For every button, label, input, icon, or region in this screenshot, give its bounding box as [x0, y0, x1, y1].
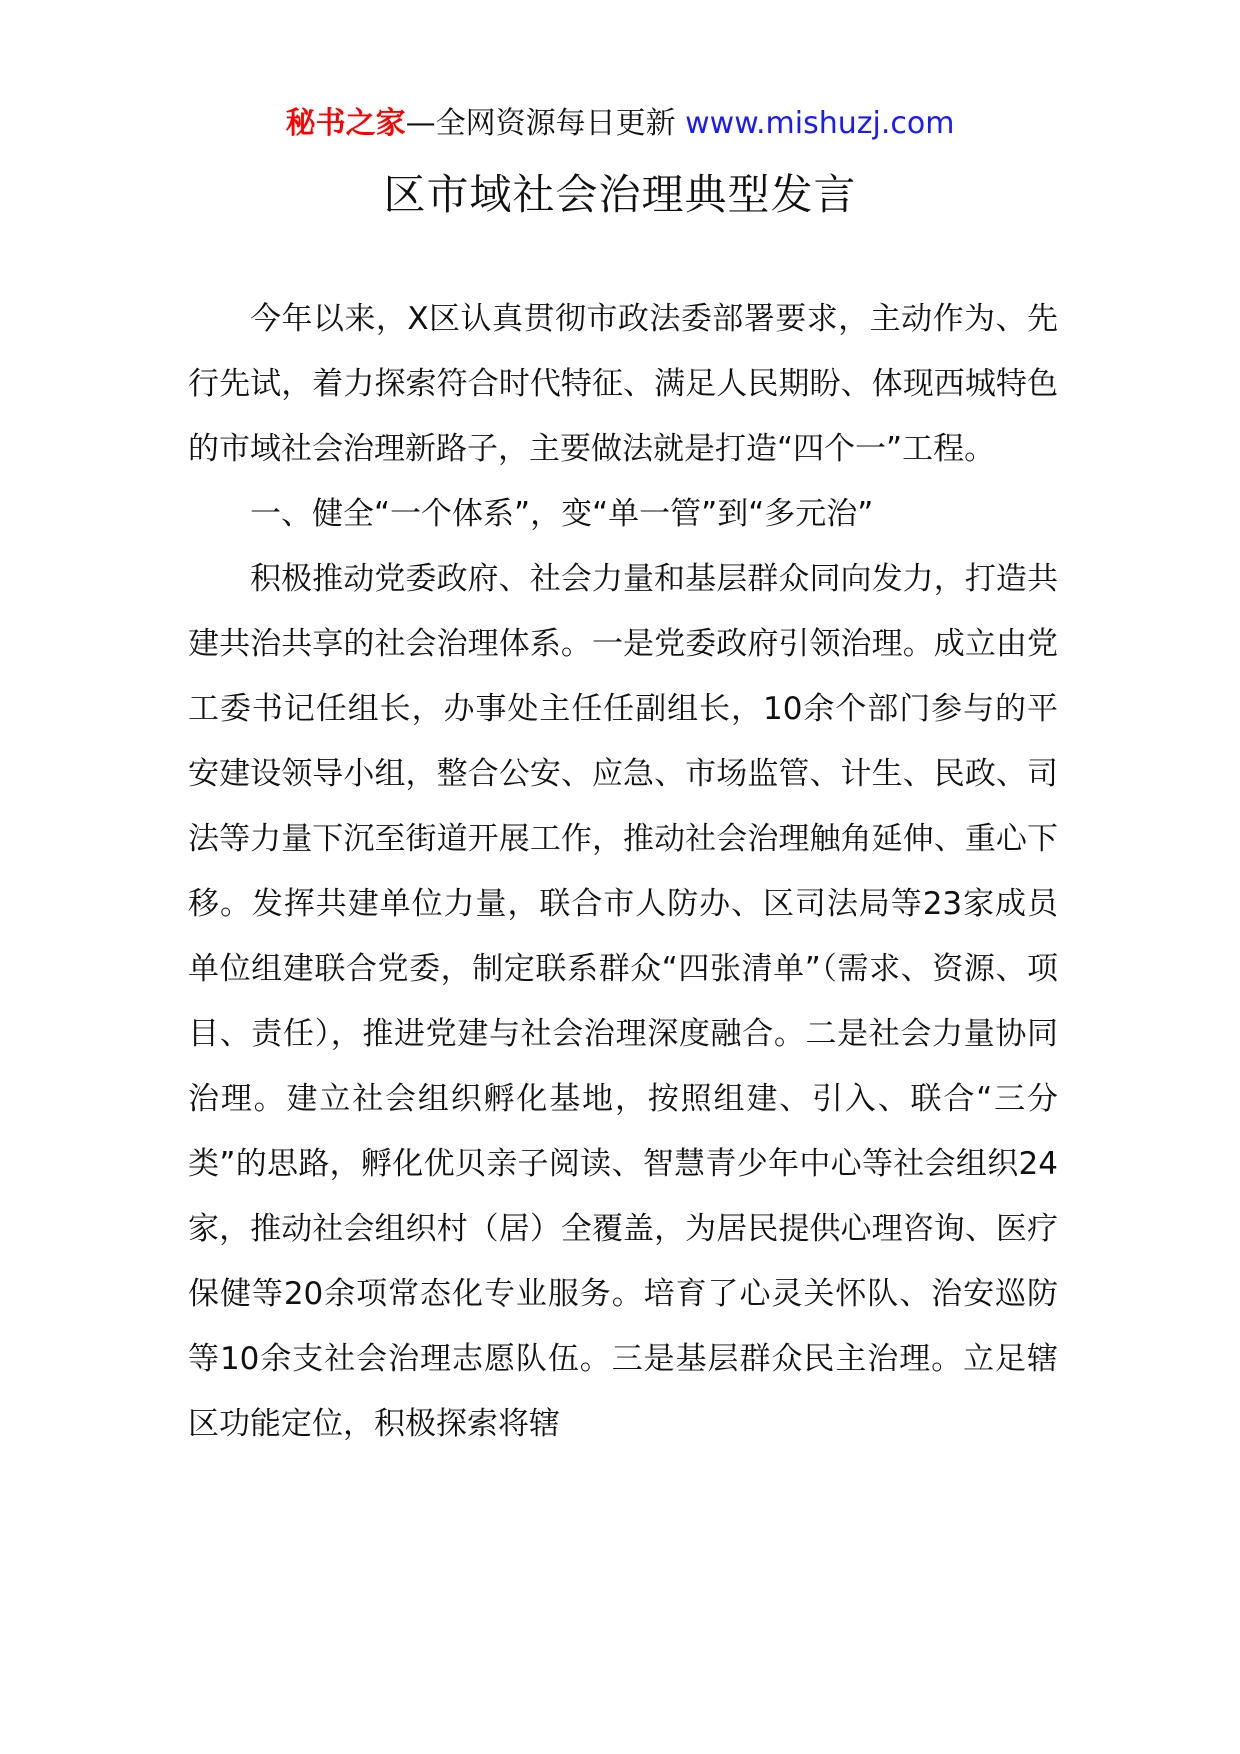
section-paragraph-1: 积极推动党委政府、社会力量和基层群众同向发力，打造共建共治共享的社会治理体系。一是党委政府引领治理。成立由党工委书记任组长，办事处主任任副组长，10余个部门参与的平安建设领导小组，整合公安、应急、市场监管、计生、民政、司法等力量下沉至街道开展工作，推动社会治理触角延伸、重心下移。发挥共建单位力量，联合市人防办、区司法局等23家成员单位组建联合党委，制定联系群众“四张清单”（需求、资源、项目、责任），推进党建与社会治理深度融合。二是社会力量协同治理。建立社会组织孵化基地，按照组建、引入、联合“三分类”的思路，孵化优贝亲子阅读、智慧青少年中心等社会组织24家，推动社会组织村（居）全覆盖，为居民提供心理咨询、医疗保健等20余项常态化专业服务。培育了心灵关怀队、治安巡防等10余支社会治理志愿队伍。三是基层群众民主治理。立足辖区功能定位，积极探索将辖 [188, 561, 1058, 1442]
document-body [188, 287, 1058, 1457]
header-slogan: —全网资源每日更新 [405, 106, 686, 141]
site-header [0, 100, 1240, 148]
brand-name: 秘书之家 [285, 106, 406, 141]
document-title: 区市域社会治理典型发言 [383, 170, 857, 219]
intro-paragraph: 今年以来，X区认真贯彻市政法委部署要求，主动作为、先行先试，着力探索符合时代特征、满足人民期盼、体现西城特色的市域社会治理新路子，主要做法就是打造“四个一”工程。 [188, 301, 1058, 467]
section-heading-1: 一、健全“一个体系”，变“单一管”到“多元治” [250, 496, 874, 532]
site-url-link[interactable]: www.mishuzj.com [685, 106, 955, 141]
